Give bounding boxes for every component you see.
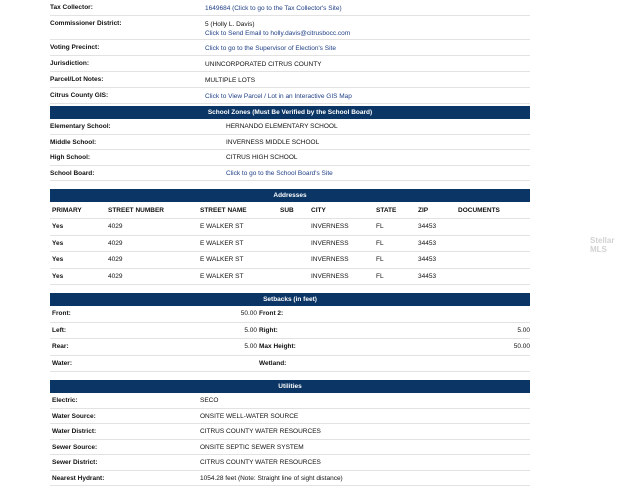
- utility-value: SECO: [200, 397, 530, 404]
- setbacks-table: [50, 306, 530, 372]
- info-label: Tax Collector:: [50, 4, 205, 11]
- setback-value: 5.00: [160, 327, 257, 334]
- info-value: [205, 60, 530, 69]
- address-cell: 34453: [416, 223, 456, 230]
- address-column-header: STREET NUMBER: [106, 207, 198, 214]
- school-board-link[interactable]: Click to go to the School Board's Site: [226, 170, 530, 177]
- setback-label: Water:: [50, 360, 160, 367]
- address-cell: 4029: [106, 256, 198, 263]
- info-link[interactable]: Click to View Parcel / Lot in an Interactive GIS Map: [205, 92, 530, 101]
- address-cell: Yes: [50, 273, 106, 280]
- info-row: [50, 72, 530, 88]
- info-text: 5 (Holly L. Davis): [205, 20, 530, 29]
- info-link[interactable]: Click to Send Email to holly.davis@citrusbocc.com: [205, 29, 530, 38]
- utility-value: ONSITE WELL-WATER SOURCE: [200, 413, 530, 420]
- info-value: [205, 92, 530, 101]
- setback-label: Front 2:: [257, 310, 433, 317]
- school-row: [50, 150, 530, 166]
- property-details: [50, 0, 530, 486]
- school-label: High School:: [50, 154, 226, 161]
- info-value: [205, 4, 530, 13]
- address-cell: Yes: [50, 256, 106, 263]
- addresses-table: [50, 219, 530, 285]
- utility-value: ONSITE SEPTIC SEWER SYSTEM: [200, 444, 530, 451]
- utility-row: [50, 440, 530, 456]
- address-cell: Yes: [50, 240, 106, 247]
- utility-value: CITRUS COUNTY WATER RESOURCES: [200, 428, 530, 435]
- info-text: UNINCORPORATED CITRUS COUNTY: [205, 60, 530, 69]
- address-cell: Yes: [50, 223, 106, 230]
- info-row: [50, 56, 530, 72]
- info-row: [50, 0, 530, 16]
- info-label: Parcel/Lot Notes:: [50, 76, 205, 83]
- info-link[interactable]: 1649684 (Click to go to the Tax Collector's Site): [205, 4, 530, 13]
- info-row: [50, 40, 530, 56]
- utility-row: [50, 424, 530, 440]
- school-zones-table: [50, 119, 530, 181]
- info-label: Voting Precinct:: [50, 44, 205, 51]
- address-cell: E WALKER ST: [198, 273, 278, 280]
- address-cell: E WALKER ST: [198, 240, 278, 247]
- address-cell: FL: [374, 256, 416, 263]
- table-row: [50, 269, 530, 286]
- school-label: Middle School:: [50, 139, 226, 146]
- address-column-header: STATE: [374, 207, 416, 214]
- school-row: [50, 135, 530, 151]
- utility-label: Nearest Hydrant:: [50, 475, 200, 482]
- address-cell: 34453: [416, 256, 456, 263]
- school-zones-header: School Zones (Must Be Verified by the School Board): [50, 106, 530, 119]
- setback-value: 5.00: [160, 343, 257, 350]
- utility-label: Sewer District:: [50, 459, 200, 466]
- address-cell: INVERNESS: [309, 223, 374, 230]
- utilities-table: [50, 393, 530, 486]
- address-cell: FL: [374, 240, 416, 247]
- utility-value: CITRUS COUNTY WATER RESOURCES: [200, 459, 530, 466]
- utility-row: [50, 409, 530, 425]
- address-cell: 4029: [106, 273, 198, 280]
- addresses-header: Addresses: [50, 189, 530, 202]
- setback-label: Right:: [257, 327, 433, 334]
- utilities-header: Utilities: [50, 380, 530, 393]
- utility-label: Electric:: [50, 397, 200, 404]
- info-label: Citrus County GIS:: [50, 92, 205, 99]
- school-value: CITRUS HIGH SCHOOL: [226, 154, 530, 161]
- setback-row: [50, 339, 530, 356]
- address-cell: 34453: [416, 240, 456, 247]
- setback-value: 5.00: [433, 327, 530, 334]
- school-row: [50, 166, 530, 182]
- setback-label: Max Height:: [257, 343, 433, 350]
- utility-row: [50, 393, 530, 409]
- address-column-header: SUB: [278, 207, 309, 214]
- info-row: [50, 88, 530, 104]
- table-row: [50, 252, 530, 269]
- address-column-header: ZIP: [416, 207, 456, 214]
- info-label: Jurisdiction:: [50, 60, 205, 67]
- property-info-section: [50, 0, 530, 104]
- info-link[interactable]: Click to go to the Supervisor of Election's Site: [205, 44, 530, 53]
- setbacks-header: Setbacks (in feet): [50, 293, 530, 306]
- table-row: [50, 236, 530, 253]
- school-value: INVERNESS MIDDLE SCHOOL: [226, 139, 530, 146]
- setback-value: 50.00: [160, 310, 257, 317]
- address-cell: 34453: [416, 273, 456, 280]
- school-row: [50, 119, 530, 135]
- setback-row: [50, 356, 530, 373]
- utility-row: [50, 471, 530, 486]
- school-value: HERNANDO ELEMENTARY SCHOOL: [226, 123, 530, 130]
- setback-label: Front:: [50, 310, 160, 317]
- addresses-column-headers: [50, 202, 530, 219]
- utility-label: Water Source:: [50, 413, 200, 420]
- address-cell: 4029: [106, 223, 198, 230]
- utility-value: 1054.28 feet (Note: Straight line of sight distance): [200, 475, 530, 482]
- address-column-header: STREET NAME: [198, 207, 278, 214]
- address-cell: FL: [374, 223, 416, 230]
- address-cell: INVERNESS: [309, 256, 374, 263]
- address-cell: INVERNESS: [309, 273, 374, 280]
- address-column-header: CITY: [309, 207, 374, 214]
- info-row: [50, 16, 530, 40]
- info-value: [205, 44, 530, 53]
- setback-label: Wetland:: [257, 360, 433, 367]
- info-value: [205, 76, 530, 85]
- setback-label: Rear:: [50, 343, 160, 350]
- address-cell: FL: [374, 273, 416, 280]
- address-cell: E WALKER ST: [198, 256, 278, 263]
- school-label: Elementary School:: [50, 123, 226, 130]
- utility-label: Sewer Source:: [50, 444, 200, 451]
- utility-row: [50, 455, 530, 471]
- setback-value: 50.00: [433, 343, 530, 350]
- address-cell: 4029: [106, 240, 198, 247]
- address-cell: E WALKER ST: [198, 223, 278, 230]
- utility-label: Water District:: [50, 428, 200, 435]
- setback-label: Left:: [50, 327, 160, 334]
- address-column-header: PRIMARY: [50, 207, 106, 214]
- school-label: School Board:: [50, 170, 226, 177]
- info-text: MULTIPLE LOTS: [205, 76, 530, 85]
- table-row: [50, 219, 530, 236]
- setback-row: [50, 306, 530, 323]
- address-column-header: DOCUMENTS: [456, 207, 526, 214]
- watermark: Stellar MLS: [590, 236, 630, 254]
- address-cell: INVERNESS: [309, 240, 374, 247]
- info-label: Commissioner District:: [50, 20, 205, 27]
- info-value: [205, 20, 530, 38]
- setback-row: [50, 323, 530, 340]
